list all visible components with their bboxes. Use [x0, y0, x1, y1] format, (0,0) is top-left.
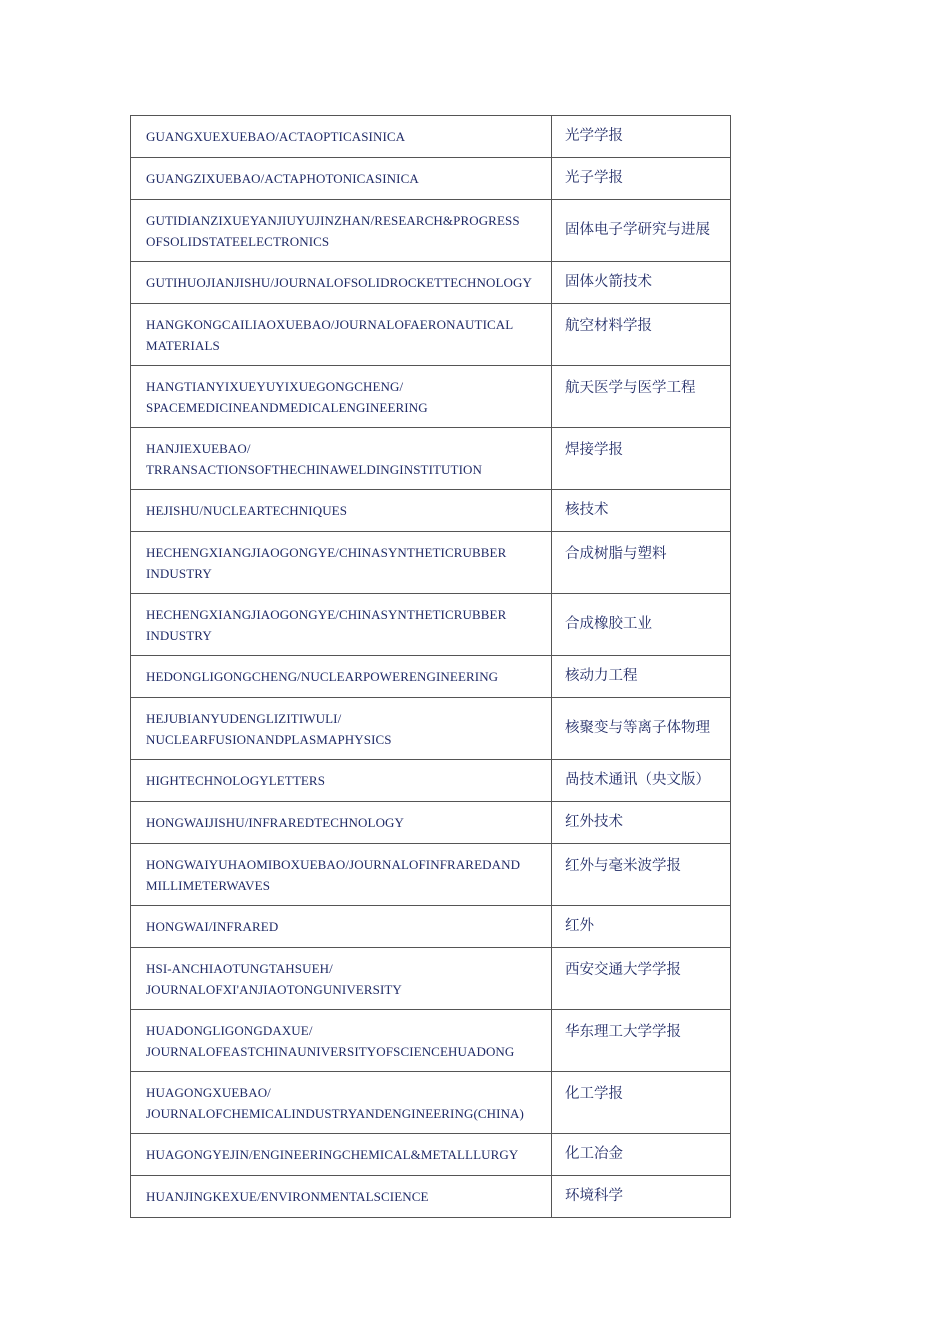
journal-english-title [131, 200, 552, 262]
table-row [131, 1010, 731, 1072]
journal-english-title [131, 802, 552, 844]
journal-english-title [131, 1176, 552, 1218]
english-title-line: HUAGONGXUEBAO/ [146, 1084, 271, 1100]
journal-chinese-title: 红外技术 [552, 802, 731, 844]
journal-english-title [131, 116, 552, 158]
journal-chinese-title: 咼技术通讯（央文版） [552, 760, 731, 802]
table-row [131, 428, 731, 490]
english-title-line: HEJUBIANYUDENGLIZITIWULI/ [146, 710, 342, 726]
journal-chinese-title: 化工冶金 [552, 1134, 731, 1176]
english-title-line: HONGWAI/INFRARED [146, 919, 279, 934]
journal-english-title [131, 1010, 552, 1072]
journal-english-title [131, 594, 552, 656]
english-title-line: JOURNALOFXI'ANJIAOTONGUNIVERSITY [146, 981, 402, 997]
journal-chinese-title: 西安交通大学学报 [552, 948, 731, 1010]
english-title-line: SPACEMEDICINEANDMEDICALENGINEERING [146, 399, 428, 415]
journal-chinese-title: 固体电子学研究与进展 [552, 200, 731, 262]
english-title-line: GUANGZIXUEBAO/ACTAPHOTONICASINICA [146, 171, 419, 186]
table-row [131, 116, 731, 158]
journal-chinese-title: 环境科学 [552, 1176, 731, 1218]
english-title-line: OFSOLIDSTATEELECTRONICS [146, 233, 330, 249]
table-row [131, 1134, 731, 1176]
journal-english-title [131, 158, 552, 200]
journal-chinese-title: 合成橡胶工业 [552, 594, 731, 656]
english-title-line: HANJIEXUEBAO/ [146, 440, 251, 456]
table-row [131, 262, 731, 304]
english-title-line: HANGTIANYIXUEYUYIXUEGONGCHENG/ [146, 378, 404, 394]
english-title-line: GUTIHUOJIANJISHU/JOURNALOFSOLIDROCKETTECHNOLOGY [146, 275, 533, 290]
table-row [131, 948, 731, 1010]
journal-english-title [131, 844, 552, 906]
journal-chinese-title: 固体火箭技术 [552, 262, 731, 304]
table-row [131, 366, 731, 428]
english-title-line: JOURNALOFEASTCHINAUNIVERSITYOFSCIENCEHUADONG [146, 1043, 515, 1059]
table-row [131, 656, 731, 698]
english-title-line: HUADONGLIGONGDAXUE/ [146, 1022, 313, 1038]
journal-english-title [131, 490, 552, 532]
english-title-line: GUTIDIANZIXUEYANJIUYUJINZHAN/RESEARCH&PROGRESS [146, 212, 520, 228]
journal-english-title [131, 656, 552, 698]
english-title-line: MATERIALS [146, 337, 220, 353]
table-row [131, 1072, 731, 1134]
journal-chinese-title: 核聚变与等离子体物理 [552, 698, 731, 760]
english-title-line: HANGKONGCAILIAOXUEBAO/JOURNALOFAERONAUTICAL [146, 316, 514, 332]
table-row [131, 1176, 731, 1218]
journal-english-title [131, 262, 552, 304]
english-title-line: HONGWAIJISHU/INFRAREDTECHNOLOGY [146, 815, 405, 830]
english-title-line: TRRANSACTIONSOFTHECHINAWELDINGINSTITUTION [146, 461, 482, 477]
journal-chinese-title: 核技术 [552, 490, 731, 532]
english-title-line: HUANJINGKEXUE/ENVIRONMENTALSCIENCE [146, 1189, 429, 1204]
table-row [131, 802, 731, 844]
journal-chinese-title: 华东理工大学学报 [552, 1010, 731, 1072]
english-title-line: HECHENGXIANGJIAOGONGYE/CHINASYNTHETICRUBBER [146, 606, 507, 622]
journal-english-title [131, 948, 552, 1010]
english-title-line: HUAGONGYEJIN/ENGINEERINGCHEMICAL&METALLLURGY [146, 1147, 519, 1162]
table-row [131, 844, 731, 906]
journal-english-title [131, 366, 552, 428]
english-title-line: GUANGXUEXUEBAO/ACTAOPTICASINICA [146, 129, 406, 144]
journal-chinese-title: 光子学报 [552, 158, 731, 200]
journal-chinese-title: 化工学报 [552, 1072, 731, 1134]
journal-chinese-title: 航天医学与医学工程 [552, 366, 731, 428]
table-row [131, 200, 731, 262]
table-row [131, 594, 731, 656]
journal-english-title [131, 304, 552, 366]
table-row [131, 906, 731, 948]
journal-chinese-title: 红外与毫米波学报 [552, 844, 731, 906]
english-title-line: NUCLEARFUSIONANDPLASMAPHYSICS [146, 731, 392, 747]
journal-chinese-title: 红外 [552, 906, 731, 948]
table-row [131, 532, 731, 594]
journal-chinese-title: 光学学报 [552, 116, 731, 158]
journal-english-title [131, 428, 552, 490]
english-title-line: JOURNALOFCHEMICALINDUSTRYANDENGINEERING(CHINA) [146, 1105, 524, 1121]
english-title-line: HECHENGXIANGJIAOGONGYE/CHINASYNTHETICRUBBER [146, 544, 507, 560]
journal-chinese-title: 合成树脂与塑料 [552, 532, 731, 594]
table-row [131, 304, 731, 366]
table-row [131, 760, 731, 802]
table-row [131, 490, 731, 532]
table-row [131, 698, 731, 760]
journal-table-body [131, 116, 731, 1218]
journal-english-title [131, 698, 552, 760]
table-row [131, 158, 731, 200]
journal-english-title [131, 760, 552, 802]
english-title-line: HIGHTECHNOLOGYLETTERS [146, 773, 326, 788]
journal-chinese-title: 航空材料学报 [552, 304, 731, 366]
journal-english-title [131, 532, 552, 594]
english-title-line: HONGWAIYUHAOMIBOXUEBAO/JOURNALOFINFRAREDAND [146, 856, 521, 872]
journal-table [130, 115, 731, 1218]
english-title-line: INDUSTRY [146, 627, 212, 643]
journal-english-title [131, 1134, 552, 1176]
english-title-line: HEJISHU/NUCLEARTECHNIQUES [146, 503, 348, 518]
journal-chinese-title: 焊接学报 [552, 428, 731, 490]
english-title-line: INDUSTRY [146, 565, 212, 581]
journal-english-title [131, 906, 552, 948]
journal-chinese-title: 核动力工程 [552, 656, 731, 698]
english-title-line: HSI-ANCHIAOTUNGTAHSUEH/ [146, 960, 333, 976]
english-title-line: HEDONGLIGONGCHENG/NUCLEARPOWERENGINEERING [146, 669, 499, 684]
english-title-line: MILLIMETERWAVES [146, 877, 271, 893]
journal-english-title [131, 1072, 552, 1134]
